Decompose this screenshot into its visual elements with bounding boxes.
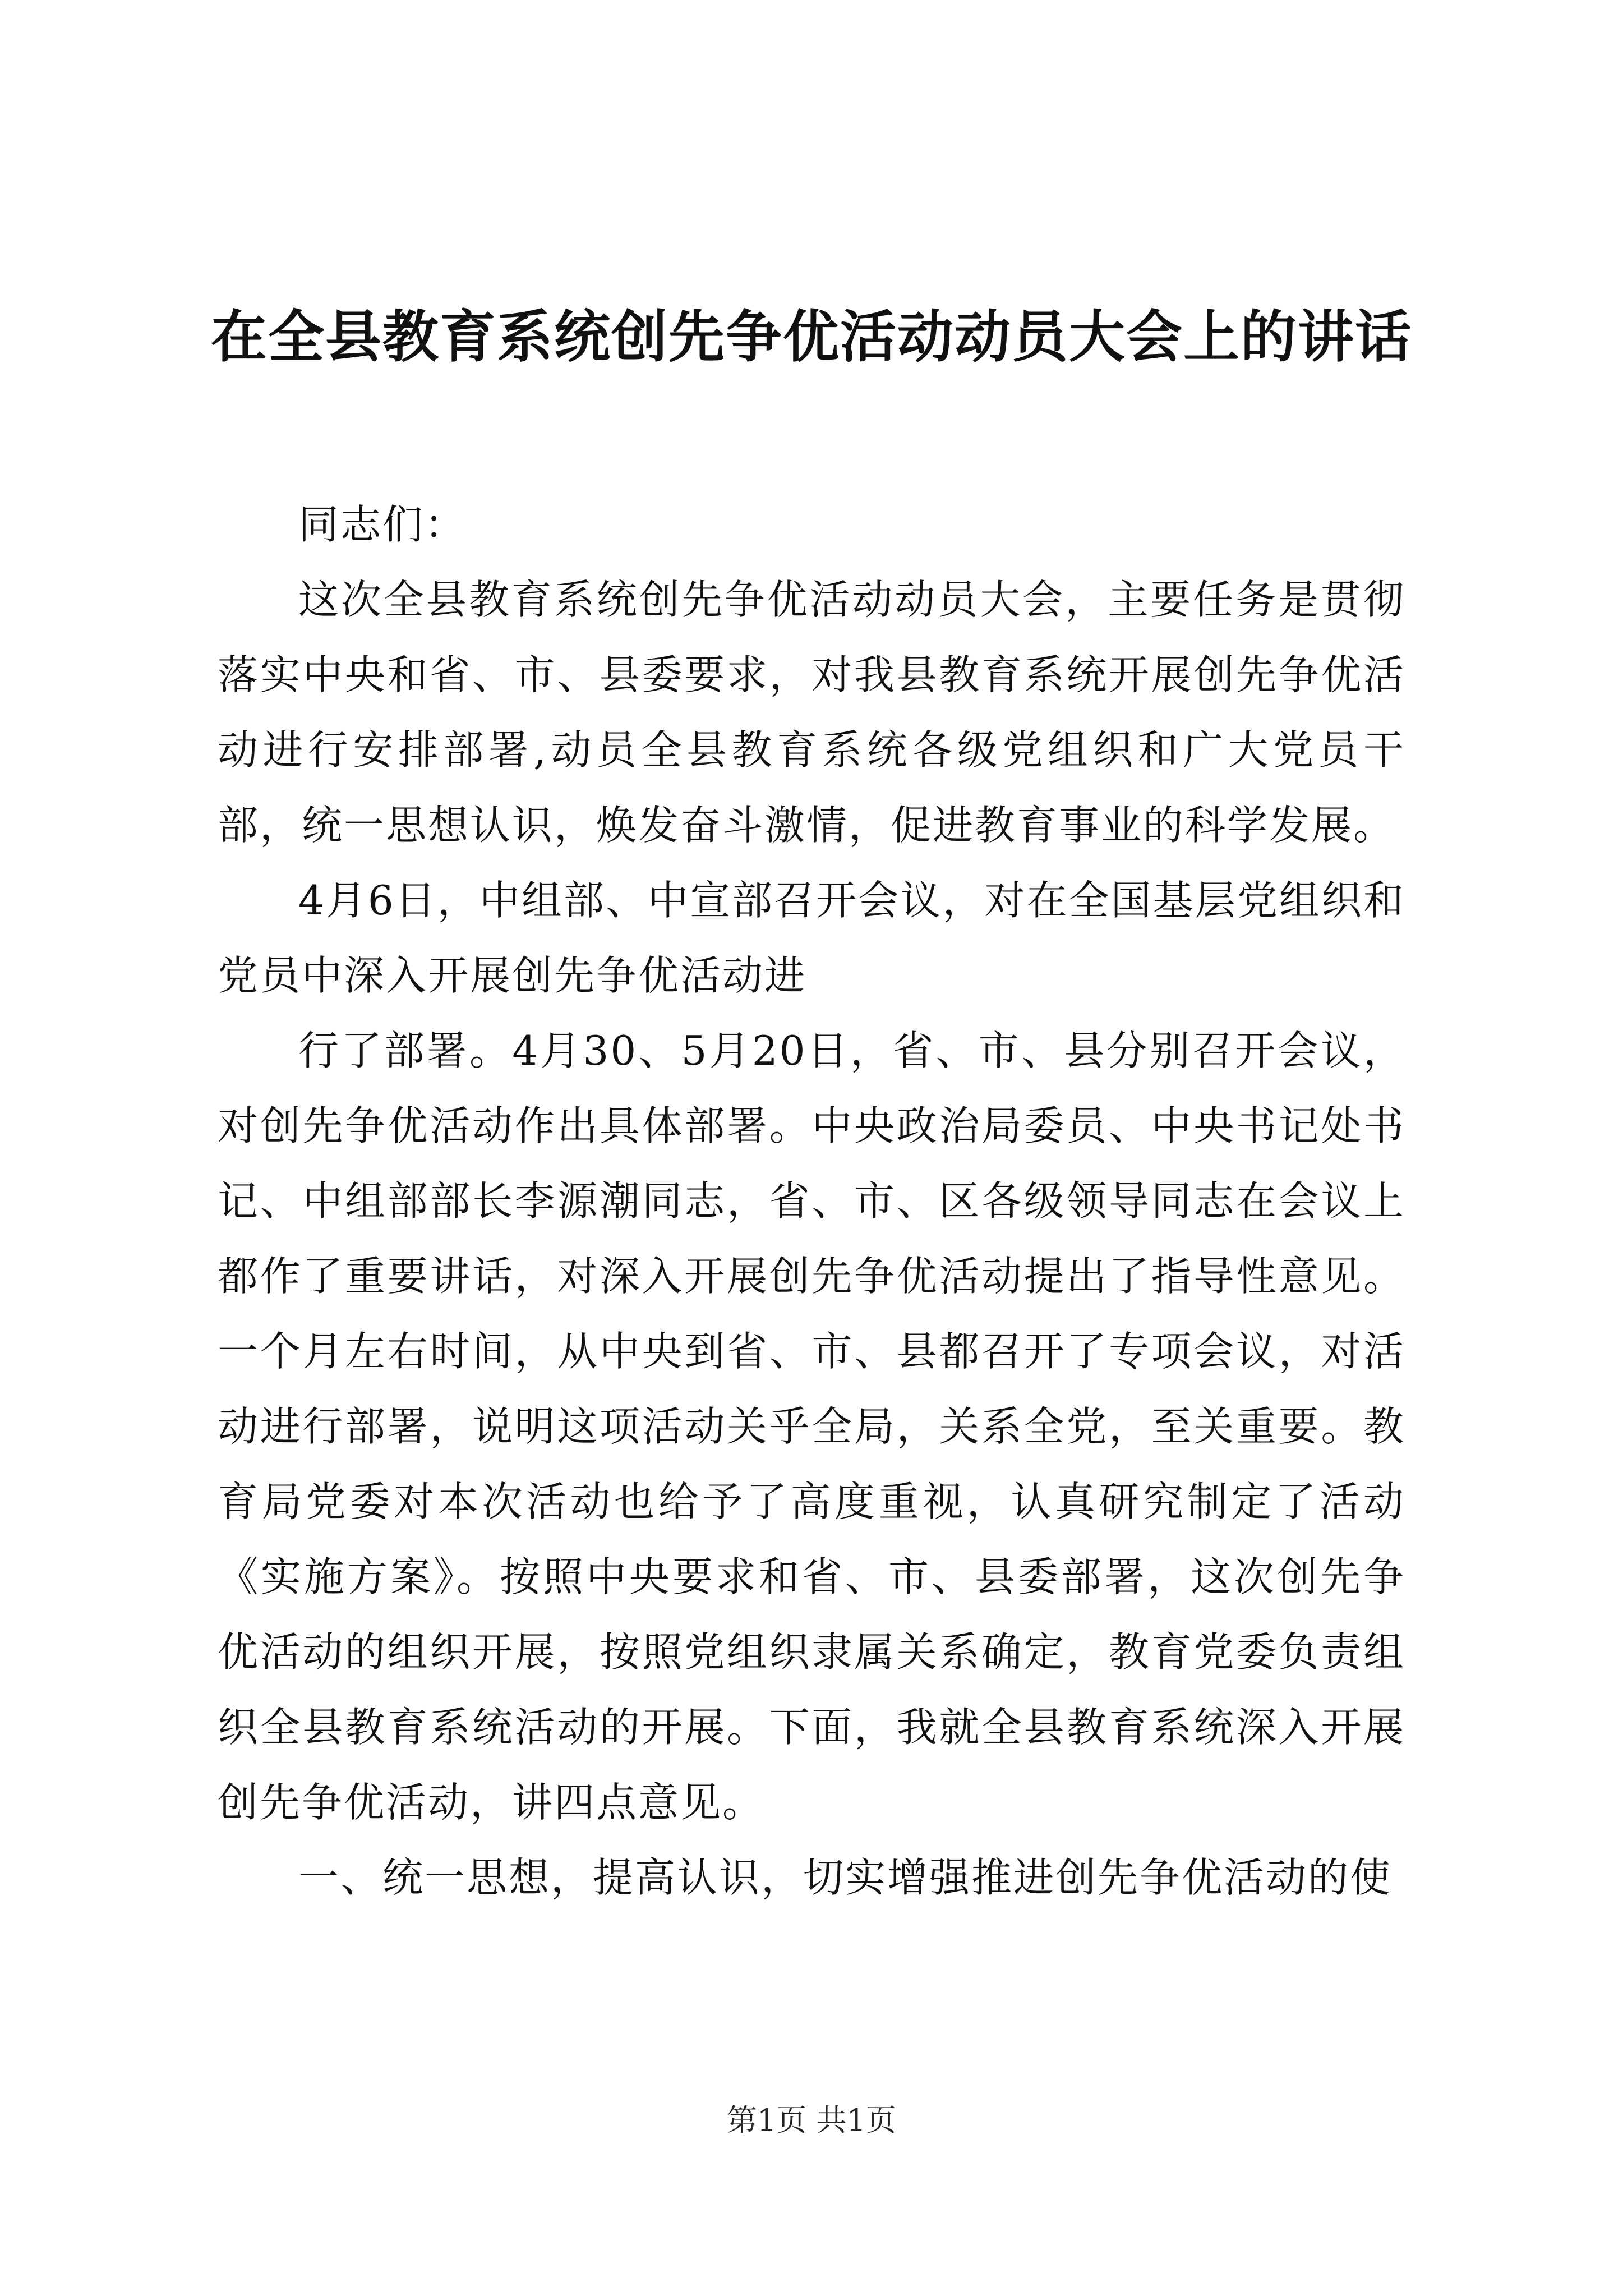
document-body	[218, 487, 1405, 1915]
section-heading-paragraph: 一、统一思想，提高认识，切实增强推进创先争优活动的使	[298, 1854, 1393, 1901]
document-title: 在全县教育系统创先争优活动动员大会上的讲话	[211, 303, 1412, 370]
body-paragraph: 4月6日，中组部、中宣部召开会议，对在全国基层党组织和党员中深入开展创先争优活动进	[218, 877, 1405, 999]
body-paragraph: 行了部署。4月30、5月20日，省、市、县分别召开会议，对创先争优活动作出具体部署。中央政治局委员、中央书记处书记、中组部部长李源潮同志，省、市、区各级领导同志在会议上都作了重要讲话，对深入开展创先争优活动提出了指导性意见。一个月左右时间，从中央到省、市、县都召开了专项会议，对活动进行部署，说明这项活动关乎全局，关系全党，至关重要。教育局党委对本次活动也给予了高度重视，认真研究制定了活动《实施方案》。按照中央要求和省、市、县委部署，这次创先争优活动的组织开展，按照党组织隶属关系确定，教育党委负责组织全县教育系统活动的开展。下面，我就全县教育系统深入开展创先争优活动，讲四点意见。	[218, 1027, 1405, 1826]
body-paragraph: 这次全县教育系统创先争优活动动员大会，主要任务是贯彻落实中央和省、市、县委要求，对我县教育系统开展创先争优活动进行安排部署,动员全县教育系统各级党组织和广大党员干部，统一思想认识，焕发奋斗激情，促进教育事业的科学发展。	[218, 576, 1405, 849]
page-footer: 第1页 共1页	[727, 2102, 896, 2138]
salutation-paragraph: 同志们：	[298, 501, 467, 548]
